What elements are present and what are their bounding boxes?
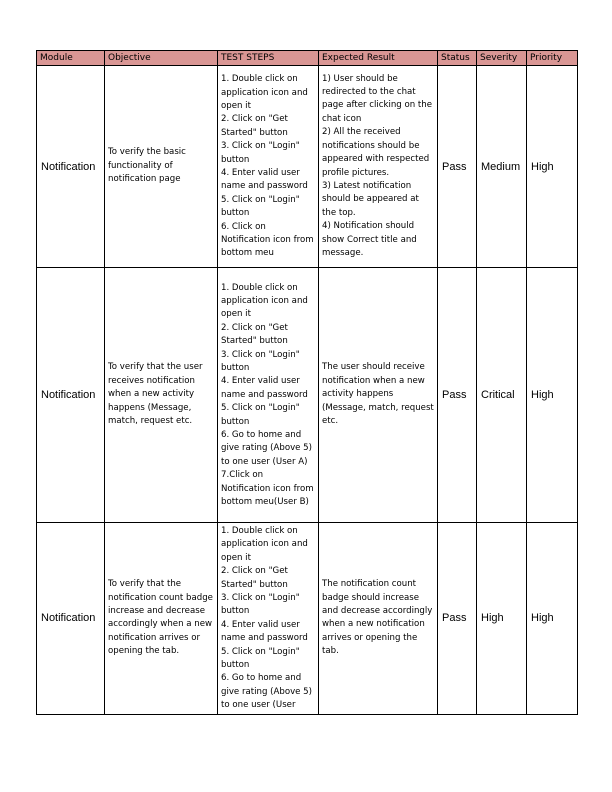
test-step: 6. Click on Notification icon from bottom meu [221, 221, 314, 259]
test-step: 2. Click on "Get Started" button [221, 566, 288, 590]
test-step: 5. Click on "Login" button [221, 646, 300, 671]
header-priority: Priority [527, 51, 578, 66]
expected-result-cell [319, 523, 438, 715]
priority-cell: High [527, 523, 578, 715]
test-step: 2. Click on "Get Started" button [221, 322, 288, 347]
test-step: 3. Click on "Login" button [221, 349, 300, 373]
expected-item: 4) Notification should show Correct title and message. [322, 221, 417, 258]
test-step: 1. Double click on application icon and open it [221, 282, 308, 320]
priority-cell: High [527, 268, 578, 523]
expected-item: 1) User should be redirected to the chat page after clicking on the chat icon [322, 73, 433, 124]
test-step: 5. Click on "Login" button [221, 194, 300, 219]
module-cell: Notification [37, 523, 105, 715]
test-step: 7.Click on Notification icon from bottom meu(User B) [221, 470, 314, 508]
expected-item: The user should receive notification when a new activity happens (Message, match, request etc. [322, 362, 434, 427]
status-cell: Pass [438, 523, 477, 715]
test-step: 1. Double click on application icon and open it [221, 526, 308, 563]
table-row [37, 523, 578, 715]
expected-item: The notification count badge should increase and decrease accordingly when a new notification arrives or opening the tab. [322, 579, 433, 657]
test-step: 3. Click on "Login" button [221, 593, 300, 617]
status-cell: Pass [438, 268, 477, 523]
test-step: 6. Go to home and give rating (Above 5) to one user (User A) [221, 430, 313, 467]
test-step: 6. Go to home and give rating (Above 5) to one user (User [221, 673, 313, 711]
test-step: 5. Click on "Login" button [221, 403, 300, 427]
severity-cell: High [477, 523, 527, 715]
table-row [37, 66, 578, 268]
module-cell: Notification [37, 66, 105, 268]
header-row [37, 51, 578, 66]
priority-cell: High [527, 66, 578, 268]
header-expected-result: Expected Result [319, 51, 438, 66]
test-step: 2. Click on "Get Started" button [221, 114, 288, 138]
header-severity: Severity [477, 51, 527, 66]
header-module: Module [37, 51, 105, 66]
test-step: 3. Click on "Login" button [221, 141, 300, 165]
table-row [37, 268, 578, 523]
severity-cell: Medium [477, 66, 527, 268]
steps-cell [218, 523, 319, 715]
status-cell: Pass [438, 66, 477, 268]
objective-cell: To verify the basic functionality of notification page [105, 66, 218, 268]
objective-cell: To verify that the notification count badge increase and decrease accordingly when a new notification arrives or opening the tab. [105, 523, 218, 715]
steps-cell [218, 66, 319, 268]
objective-cell: To verify that the user receives notification when a new activity happens (Message, match, request etc. [105, 268, 218, 523]
module-cell: Notification [37, 268, 105, 523]
test-step: 4. Enter valid user name and password [221, 619, 308, 644]
test-step: 4. Enter valid user name and password [221, 168, 308, 192]
expected-item: 2) All the received notifications should be appeared with respected profile pictures. [322, 127, 430, 178]
expected-result-cell [319, 268, 438, 523]
header-test-steps: TEST STEPS [218, 51, 319, 66]
test-step: 1. Double click on application icon and open it [221, 74, 308, 111]
header-objective: Objective [105, 51, 218, 66]
header-status: Status [438, 51, 477, 66]
expected-item: 3) Latest notification should be appeared at the top. [322, 180, 419, 218]
steps-cell [218, 268, 319, 523]
expected-result-cell [319, 66, 438, 268]
test-case-table [36, 50, 578, 715]
test-step: 4. Enter valid user name and password [221, 376, 308, 400]
severity-cell: Critical [477, 268, 527, 523]
